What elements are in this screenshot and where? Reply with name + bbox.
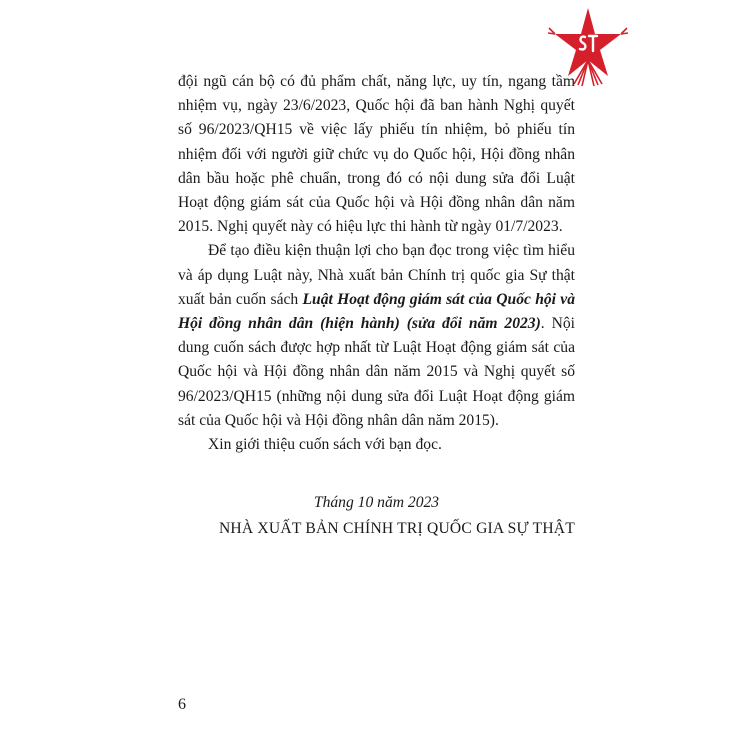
book-title: Luật Hoạt động giám sát của Quốc hội và Hội đồng nhân dân (hiện hành) (sửa đổi năm 2023) (178, 290, 575, 333)
paragraph-1: đội ngũ cán bộ có đủ phẩm chất, năng lực, uy tín, ngang tầm nhiệm vụ, ngày 23/6/2023, Quốc hội đã ban hành Nghị quyết số 96/2023/QH15 về việc lấy phiếu tín nhiệm, bỏ phiếu tín nhiệm đối với người giữ chức vụ do Quốc hội, Hội đồng nhân dân bầu hoặc phê chuẩn, trong đó có nội dung sửa đổi Luật Hoạt động giám sát của Quốc hội và Hội đồng nhân dân năm 2015. Nghị quyết này có hiệu lực thi hành từ ngày 01/7/2023. (178, 73, 575, 236)
page-number: 6 (178, 696, 186, 713)
paragraph-2 (178, 239, 575, 433)
signature-publisher: NHÀ XUẤT BẢN CHÍNH TRỊ QUỐC GIA SỰ THẬT (218, 520, 575, 537)
body-text (178, 70, 575, 457)
signature-date: Tháng 10 năm 2023 (313, 494, 440, 511)
paragraph-2-rest: . Nội dung cuốn sách được hợp nhất từ Luật Hoạt động giám sát của Quốc hội và Hội đồng nhân dân năm 2015 và Nghị quyết số 96/2023/QH15 (những nội dung sửa đổi Luật Hoạt động giám sát của Quốc hội và Hội đồng nhân dân năm 2015). (178, 315, 576, 429)
paragraph-3: Xin giới thiệu cuốn sách với bạn đọc. (208, 436, 442, 454)
paragraph-2-intro: Để tạo điều kiện thuận lợi cho bạn đọc trong việc tìm hiểu và áp dụng Luật này, Nhà xuất bản Chính trị quốc gia Sự thật xuất bản cuốn sách (178, 242, 575, 308)
